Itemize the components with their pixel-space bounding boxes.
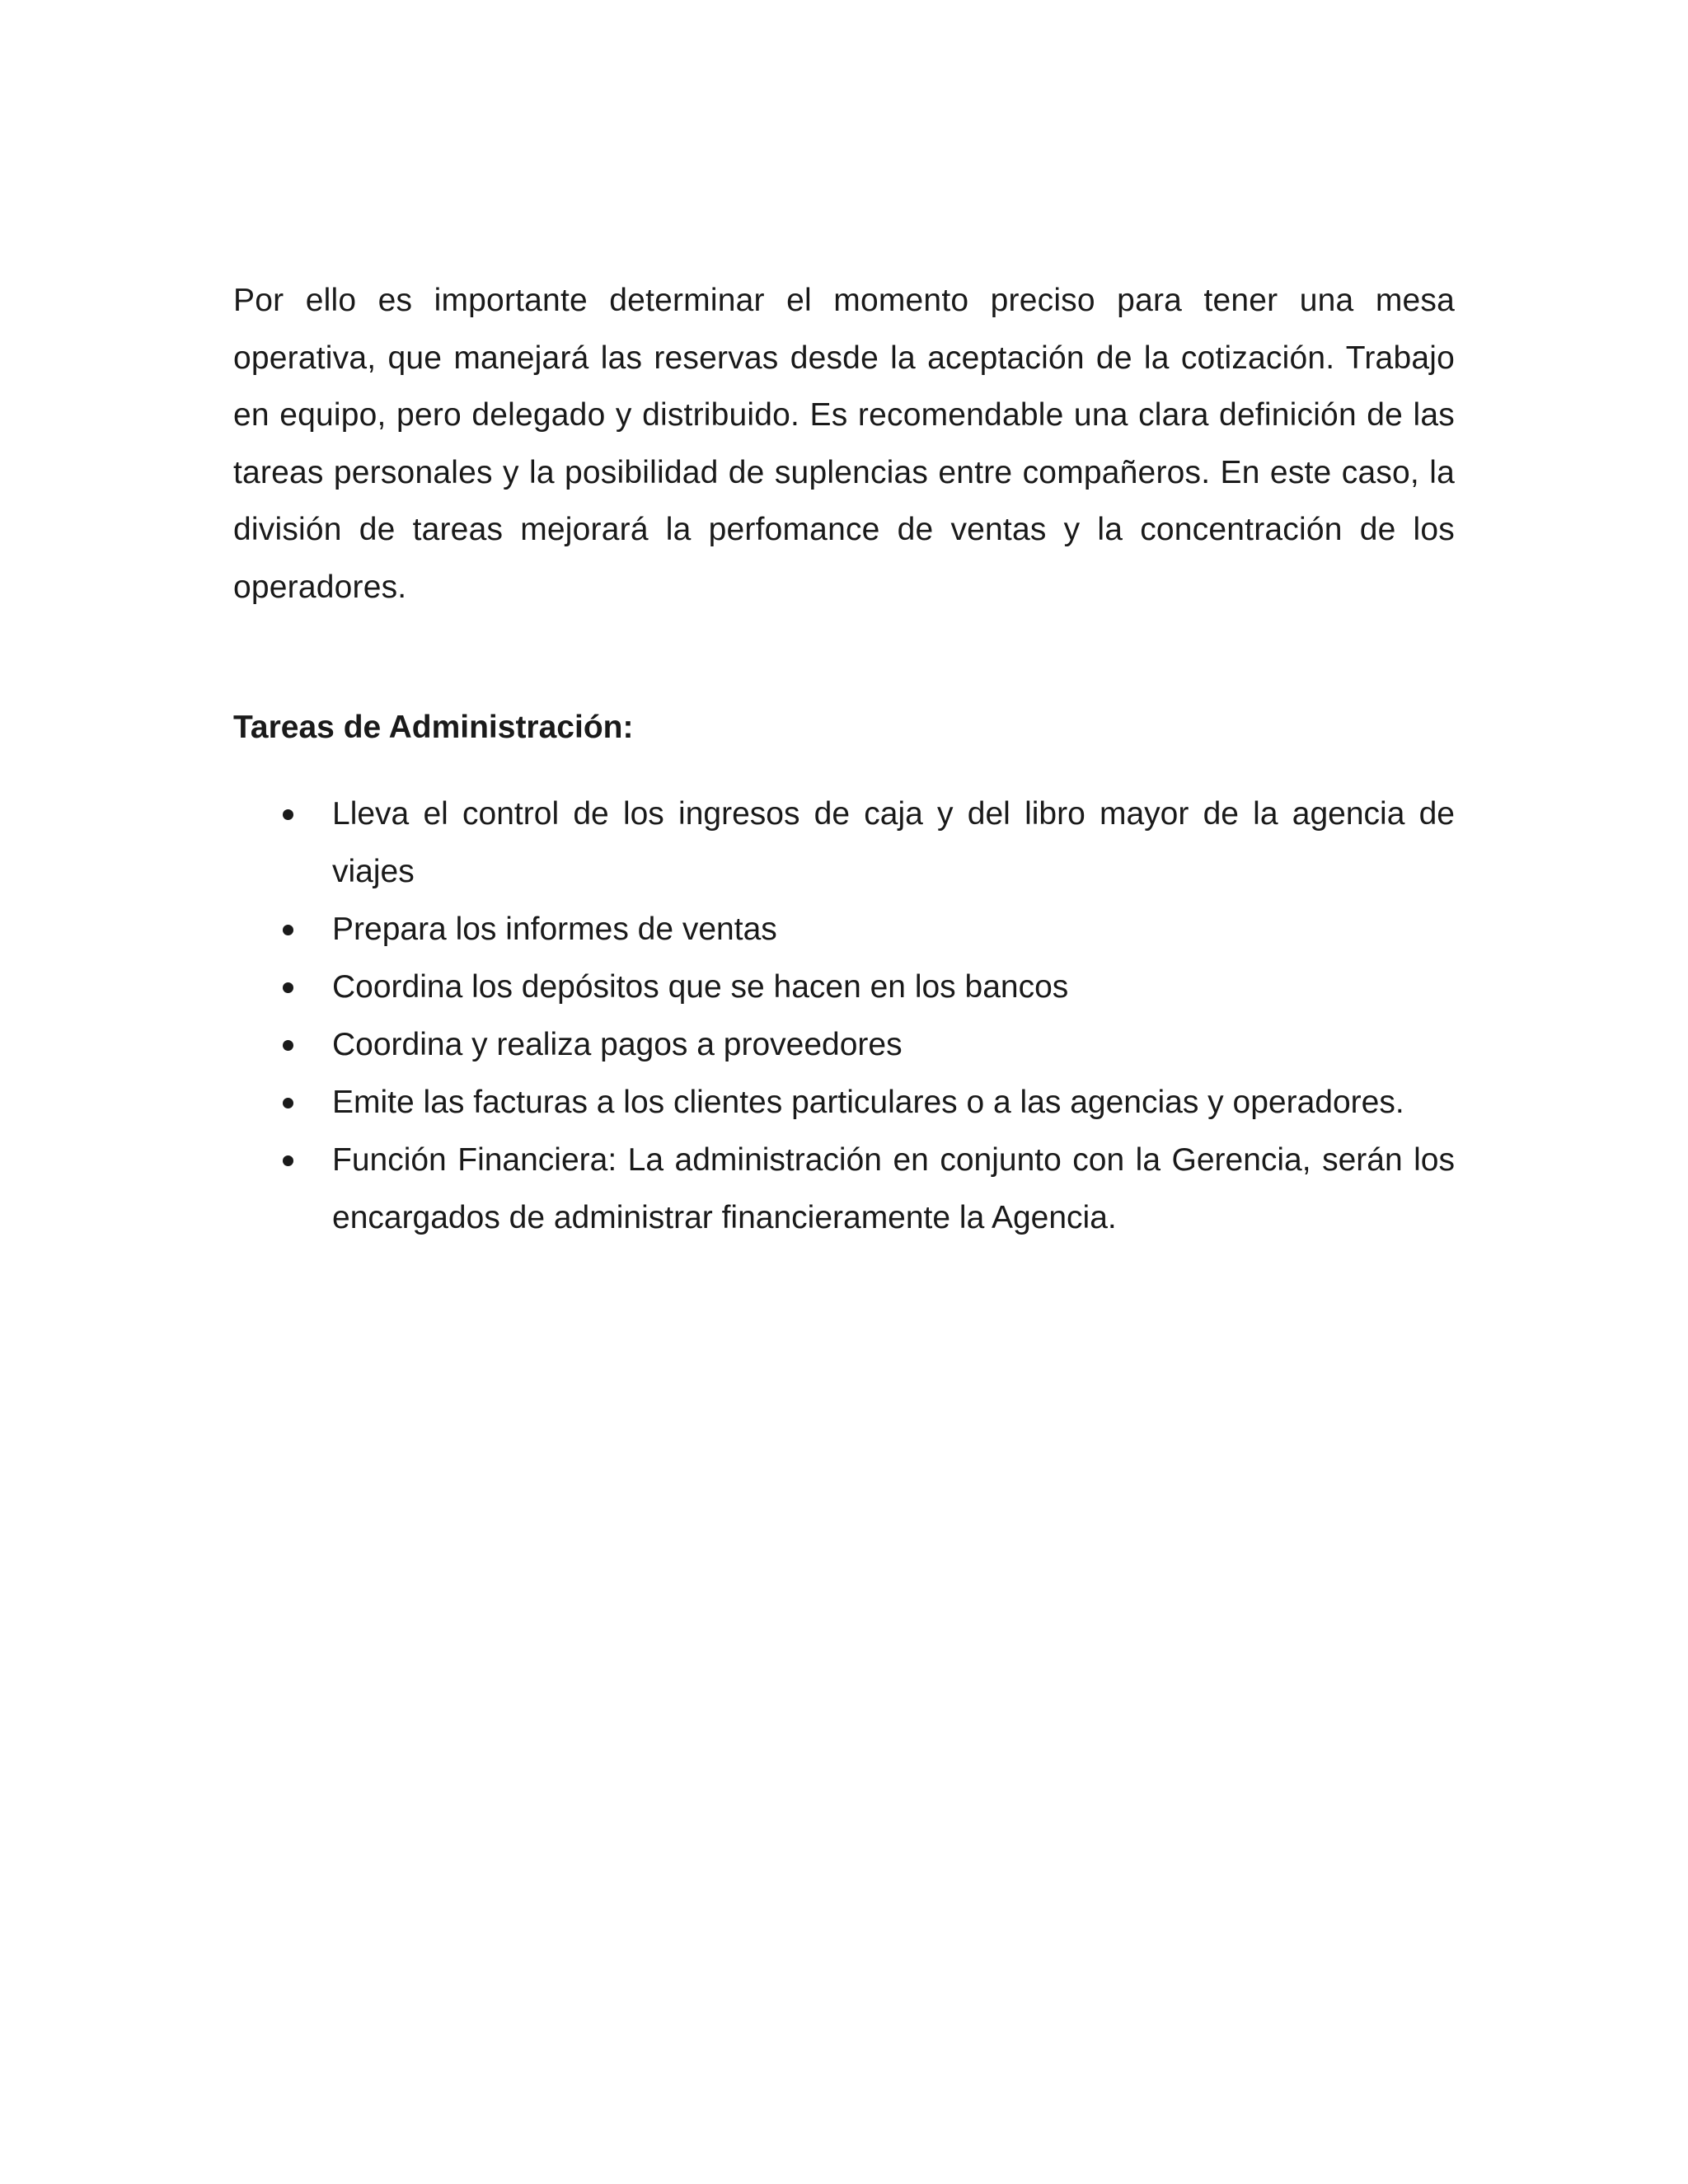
list-item-text: Coordina los depósitos que se hacen en los bancos (332, 969, 1069, 1005)
list-item (233, 958, 1455, 1016)
list-item (233, 901, 1455, 958)
bullet-icon (283, 925, 293, 935)
list-item (233, 1016, 1455, 1074)
list-item-text: Emite las facturas a los clientes particulares o a las agencias y operadores. (332, 1085, 1404, 1120)
bullet-icon (283, 809, 293, 820)
bullet-icon (283, 1098, 293, 1108)
list-item (233, 1132, 1455, 1247)
bullet-icon (283, 1155, 293, 1166)
list-item-text: Prepara los informes de ventas (332, 912, 777, 947)
body-paragraph: Por ello es importante determinar el momento preciso para tener una mesa operativa, que manejará las reservas desde la aceptación de la cotización. Trabajo en equipo, pero delegado y distribuido. Es recomendable una clara definición de las tareas personales y la posibilidad de suplencias entre compañeros. En este caso, la división de tareas mejorará la perfomance de ventas y la concentración de los operadores. (233, 283, 1455, 605)
bullet-icon (283, 1040, 293, 1051)
list-item-text: Función Financiera: La administración en conjunto con la Gerencia, serán los encargados de administrar financieramente la Agencia. (332, 1142, 1455, 1235)
bullet-icon (283, 982, 293, 993)
list-item (233, 1074, 1455, 1132)
task-list (233, 785, 1455, 1247)
list-item-text: Lleva el control de los ingresos de caja y del libro mayor de la agencia de viajes (332, 796, 1455, 889)
list-item (233, 785, 1455, 901)
list-item-text: Coordina y realiza pagos a proveedores (332, 1027, 903, 1062)
section-heading: Tareas de Administración: (233, 710, 634, 745)
